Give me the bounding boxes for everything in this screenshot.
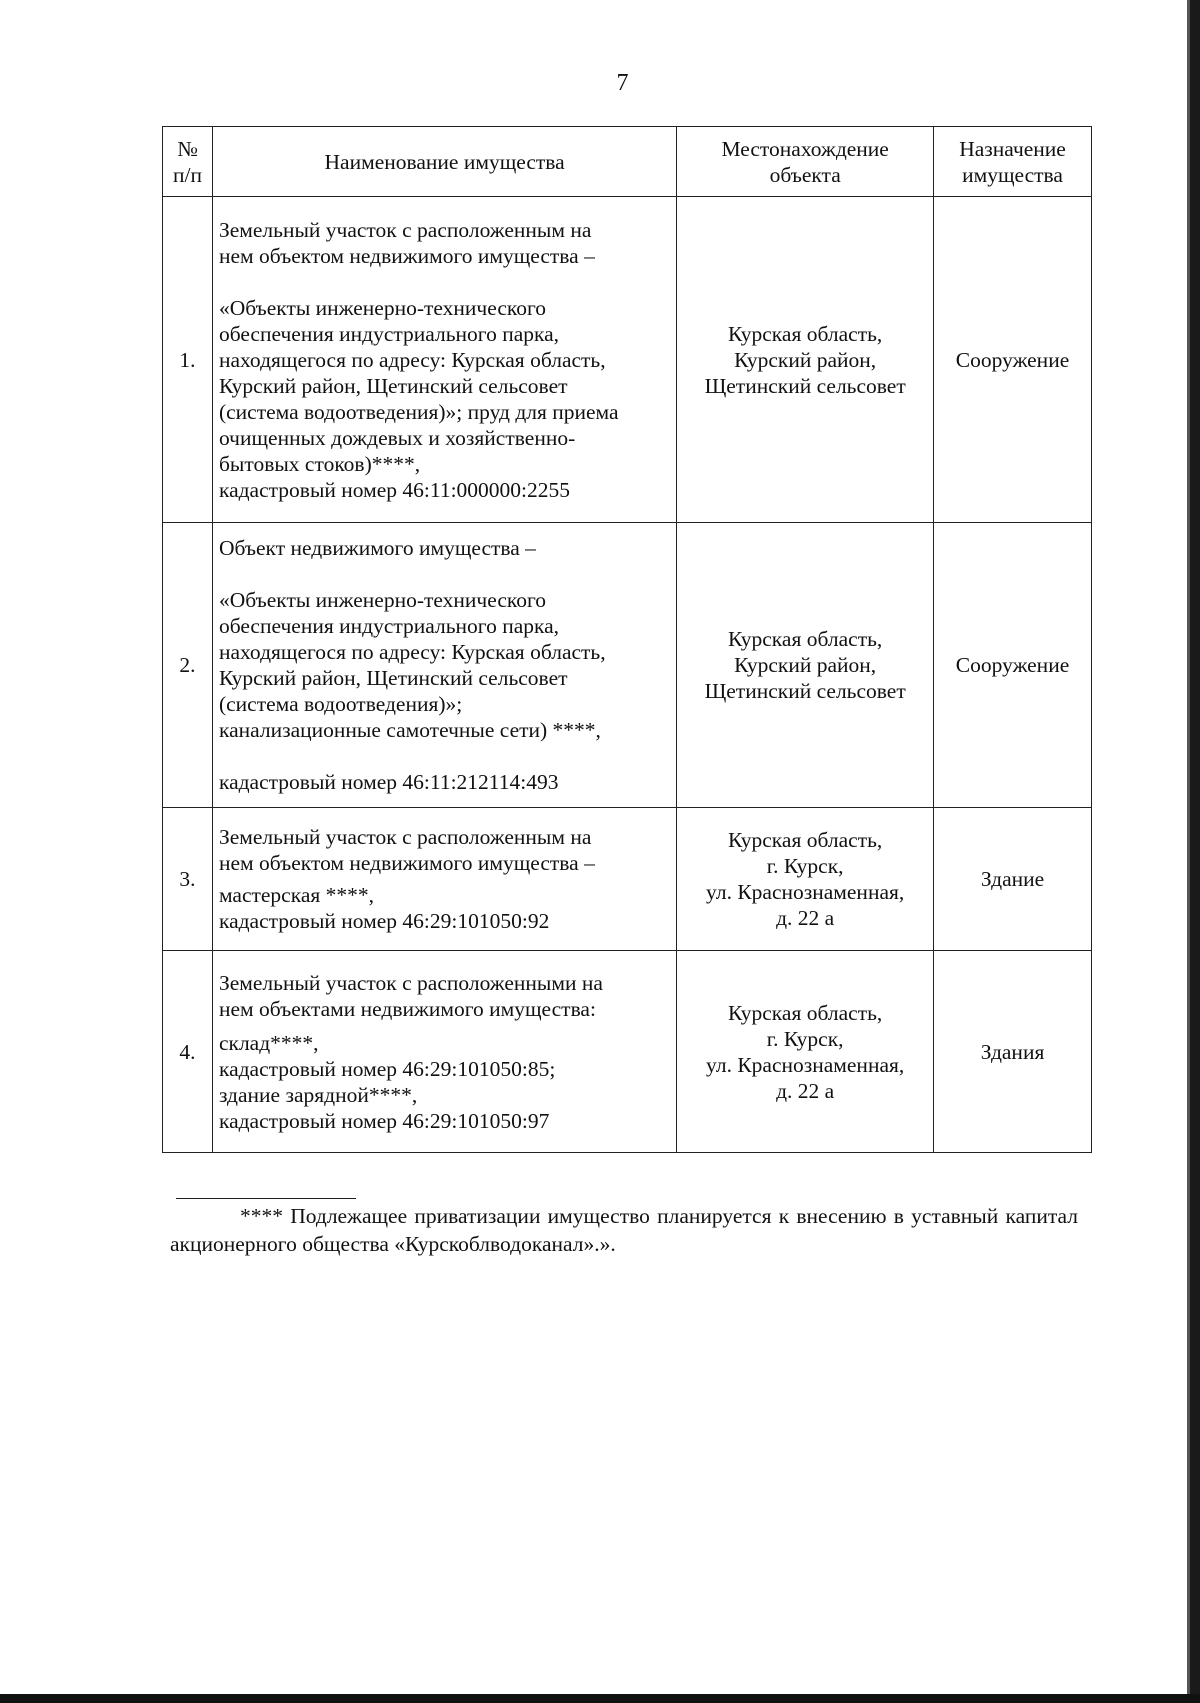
table-row [163, 197, 1092, 523]
table-header-row [163, 127, 1092, 197]
property-name: Земельный участок с расположенными на нем объектами недвижимого имущества: склад****, кадастровый номер 46:29:101050:85; здание зарядной****, кадастровый номер 46:29:101050:97 [212, 951, 676, 1153]
table-row [163, 808, 1092, 951]
row-number: 2. [163, 523, 213, 808]
row-number: 4. [163, 951, 213, 1153]
header-location: Местонахождение объекта [677, 127, 934, 197]
row-number: 3. [163, 808, 213, 951]
footnote-divider [176, 1198, 356, 1199]
header-purpose: Назначение имущества [934, 127, 1092, 197]
table-row [163, 523, 1092, 808]
table-row [163, 951, 1092, 1153]
footnote: **** Подлежащее приватизации имущество планируется к внесению в уставный капитал акционерного общества «Курскоблводоканал».». [170, 1204, 1078, 1256]
property-location: Курская область, Курский район, Щетинский сельсовет [677, 523, 934, 808]
property-purpose: Сооружение [934, 523, 1092, 808]
scan-edge-bottom [0, 1694, 1200, 1703]
property-purpose: Здания [934, 951, 1092, 1153]
property-purpose: Сооружение [934, 197, 1092, 523]
property-location: Курская область, г. Курск, ул. Краснознаменная, д. 22 а [677, 951, 934, 1153]
property-name: Объект недвижимого имущества – «Объекты инженерно-технического обеспечения индустриального парка, находящегося по адресу: Курская область, Курский район, Щетинский сельсовет (система водоотведения)»; канализационные самотечные сети) ****, кадастровый номер 46:11:212114:493 [212, 523, 676, 808]
page-number: 7 [616, 70, 629, 96]
property-name: Земельный участок с расположенным на нем объектом недвижимого имущества – «Объекты инженерно-технического обеспечения индустриального парка, находящегося по адресу: Курская область, Курский район, Щетинский сельсовет (система водоотведения)»; пруд для приема очищенных дождевых и хозяйственно- бытовых стоков)****, кадастровый номер 46:11:000000:2255 [212, 197, 676, 523]
property-location: Курская область, г. Курск, ул. Краснознаменная, д. 22 а [677, 808, 934, 951]
header-num: № п/п [163, 127, 213, 197]
row-number: 1. [163, 197, 213, 523]
header-name: Наименование имущества [212, 127, 676, 197]
property-purpose: Здание [934, 808, 1092, 951]
property-location: Курская область, Курский район, Щетинский сельсовет [677, 197, 934, 523]
scan-edge-right [1190, 0, 1200, 1703]
property-table [162, 126, 1092, 1153]
property-name: Земельный участок с расположенным на нем объектом недвижимого имущества – мастерская ****, кадастровый номер 46:29:101050:92 [212, 808, 676, 951]
